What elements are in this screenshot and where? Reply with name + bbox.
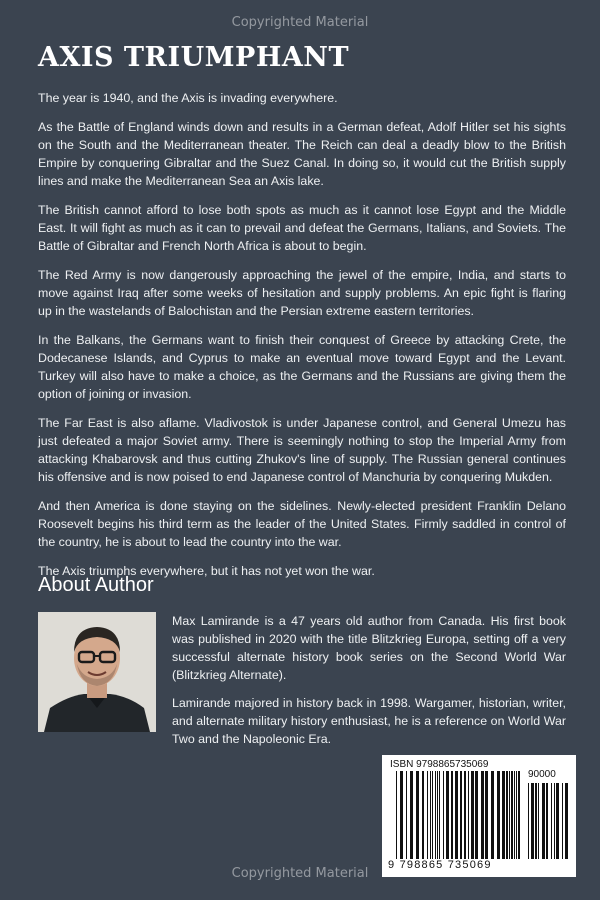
barcode-bar: [511, 771, 513, 859]
barcode-bar: [446, 771, 449, 859]
barcode-bar: [514, 771, 515, 859]
author-bio-paragraph: Lamirande majored in history back in 1998. Wargamer, historian, writer, and alternate military history enthusiast, he is a reference on World War Two and the Napoleonic Era.: [172, 696, 566, 746]
barcode-bar: [546, 783, 548, 859]
barcode-bar: [497, 771, 500, 859]
blurb-paragraph: In the Balkans, the Germans want to finish their conquest of Greece by attacking Crete, the Dodecanese Islands, and Cyprus to make an eventual move toward Egypt and the Levant. Turkey will also have to make a choice, as the Germans and the Russians are giving them the option of joining or invasion.: [38, 333, 566, 401]
barcode-bar: [509, 771, 510, 859]
barcode-bar: [468, 771, 469, 859]
author-photo: [38, 612, 156, 732]
barcode-bar: [491, 771, 494, 859]
barcode-bar: [427, 771, 428, 859]
barcode-bar: [410, 771, 413, 859]
barcode-bar: [565, 783, 568, 859]
barcode-bar: [396, 771, 397, 859]
barcode-bar: [400, 771, 403, 859]
addon-barcode-bars-icon: [528, 783, 568, 859]
barcode-bar: [435, 771, 436, 859]
barcode-bar: [516, 771, 517, 859]
author-bio-paragraph: Max Lamirande is a 47 years old author from Canada. His first book was published in 2020 with the title Blitzkrieg Europa, setting off a very successful alternate history book series on the Second World War (Blitzkrieg Alternate).: [172, 614, 566, 682]
blurb-paragraph: The Far East is also aflame. Vladivostok is under Japanese control, and General Umezu has just defeated a major Soviet army. There is seemingly nothing to stop the Imperial Army from attacking Khabarovsk and thus cutting Zhukov's line of supply. The Russian general continues his offensive and is now poised to end Japanese control of Manchuria by conquering Mukden.: [38, 416, 566, 484]
barcode-bars-icon: [396, 771, 520, 859]
book-title: AXIS TRIUMPHANT: [38, 42, 350, 73]
barcode-bar: [485, 771, 488, 859]
barcode-bar: [416, 771, 419, 859]
barcode-bar: [531, 783, 534, 859]
blurb-paragraph: The British cannot afford to lose both spots as much as it cannot lose Egypt and the Middle East. It will fight as much as it can to prevail and defeat the Germans, Italians, and Soviets. The Battle of Gibraltar and French North Africa is about to begin.: [38, 203, 566, 253]
barcode-bar: [471, 771, 474, 859]
author-portrait-icon: [38, 612, 156, 732]
barcode-bar: [464, 771, 466, 859]
author-bio: [172, 612, 566, 758]
barcode-bar: [535, 783, 537, 859]
barcode-bar: [518, 771, 520, 859]
barcode-bar: [439, 771, 440, 859]
blurb-paragraph: The year is 1940, and the Axis is invading everywhere.: [38, 91, 338, 105]
blurb-paragraph: The Axis triumphs everywhere, but it has not yet won the war.: [38, 564, 375, 578]
barcode-bar: [406, 771, 407, 859]
barcode-bar: [551, 783, 552, 859]
barcode-bar: [481, 771, 484, 859]
blurb-paragraph: The Red Army is now dangerously approaching the jewel of the empire, India, and starts to move against Iraq after some weeks of hesitation and supply problems. An epic fight is flaring up in the wastelands of Balochistan and the Persian extreme eastern territories.: [38, 268, 566, 318]
isbn-barcode: [382, 755, 576, 877]
barcode-bar: [538, 783, 539, 859]
barcode-bar: [422, 771, 424, 859]
watermark-bottom: Copyrighted Material: [231, 866, 369, 881]
barcode-bar: [554, 783, 555, 859]
watermark-top: Copyrighted Material: [231, 15, 369, 30]
barcode-bar: [542, 783, 545, 859]
barcode-bar: [437, 771, 438, 859]
barcode-bar: [502, 771, 505, 859]
price-code: 90000: [528, 769, 556, 780]
barcode-bar: [430, 771, 431, 859]
isbn-label: ISBN 9798865735069: [390, 759, 489, 770]
blurb-paragraph: As the Battle of England winds down and results in a German defeat, Adolf Hitler set his sights on the South and the Mediterranean theater. The Reich can deal a deadly blow to the British Empire by conquering Gibraltar and the Suez Canal. In doing so, it would cut the British supply lines and make the Mediterranean Sea an Axis lake.: [38, 120, 566, 188]
barcode-bar: [432, 771, 433, 859]
blurb-paragraph: And then America is done staying on the sidelines. Newly-elected president Franklin Delano Roosevelt begins his third term as the leader of the United States. Firmly saddled in control of the country, he is about to lead the country into the war.: [38, 499, 566, 549]
blurb: [38, 89, 566, 591]
barcode-bar: [562, 783, 563, 859]
isbn-digits: 9 798865 735069: [388, 859, 492, 871]
barcode-bar: [556, 783, 559, 859]
barcode-bar: [460, 771, 462, 859]
about-author-heading: About Author: [38, 574, 154, 596]
barcode-bar: [506, 771, 508, 859]
barcode-bar: [475, 771, 478, 859]
barcode-bar: [455, 771, 458, 859]
barcode-bar: [443, 771, 444, 859]
barcode-bar: [451, 771, 453, 859]
barcode-bar: [528, 783, 529, 859]
